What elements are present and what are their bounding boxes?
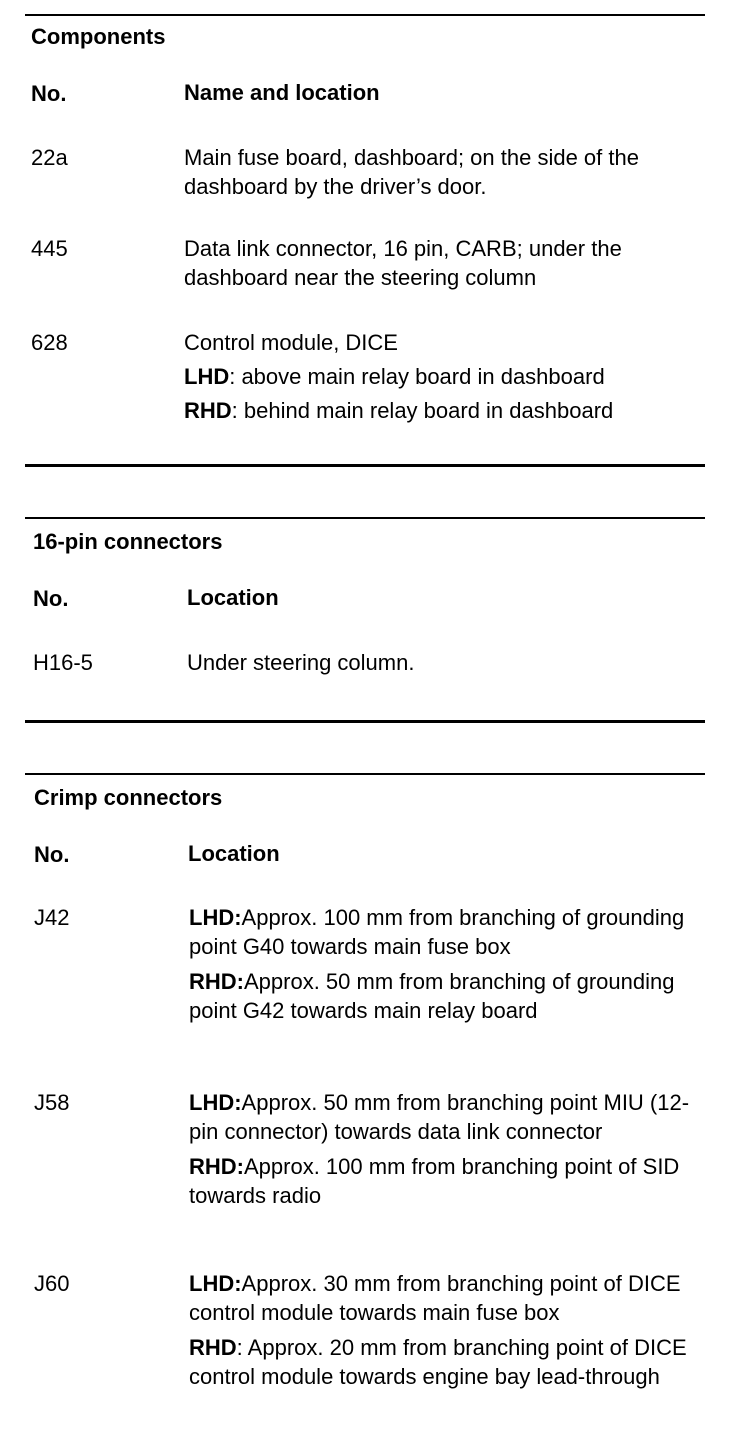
lhd-line bbox=[189, 1269, 709, 1327]
crimp-col-no: No. bbox=[34, 842, 70, 867]
row-text: Main fuse board, dashboard; on the side of the dashboard by the driver’s door. bbox=[184, 145, 639, 199]
rhd-label: RHD: bbox=[189, 969, 244, 994]
section-bottom-rule bbox=[25, 464, 705, 467]
lhd-text: Approx. 50 mm from branching point MIU (12-pin connector) towards data link connector bbox=[189, 1090, 690, 1144]
components-heading: Components bbox=[31, 24, 166, 49]
crimp-col-loc: Location bbox=[188, 841, 280, 866]
rhd-line bbox=[189, 1333, 709, 1391]
lhd-label: LHD: bbox=[189, 1271, 242, 1296]
row-entry bbox=[184, 328, 704, 425]
lhd-label: LHD: bbox=[189, 905, 242, 930]
row-no: 628 bbox=[31, 330, 68, 355]
row-no: 22a bbox=[31, 145, 68, 170]
lhd-text: : above main relay board in dashboard bbox=[229, 364, 605, 389]
lhd-line bbox=[184, 362, 704, 391]
row-entry bbox=[189, 1269, 709, 1391]
row-entry bbox=[189, 903, 709, 1025]
row-no: J60 bbox=[34, 1271, 70, 1296]
components-col-no: No. bbox=[31, 81, 67, 106]
row-text: Under steering column. bbox=[187, 650, 415, 675]
rhd-label: RHD bbox=[184, 398, 232, 423]
rhd-line bbox=[184, 396, 704, 425]
row-no: 445 bbox=[31, 236, 68, 261]
rhd-line bbox=[189, 1152, 709, 1210]
section-top-rule bbox=[25, 14, 705, 16]
rhd-text: : behind main relay board in dashboard bbox=[231, 398, 614, 423]
crimp-heading: Crimp connectors bbox=[34, 785, 223, 810]
pin16-col-loc: Location bbox=[187, 585, 279, 610]
lhd-label: LHD bbox=[184, 364, 230, 389]
row-no: J42 bbox=[34, 905, 70, 930]
rhd-label: RHD: bbox=[189, 1154, 244, 1179]
lhd-text: Approx. 30 mm from branching point of DICE control module towards main fuse box bbox=[189, 1271, 681, 1325]
row-no: H16-5 bbox=[33, 650, 93, 675]
row-text: Control module, DICE bbox=[184, 330, 398, 355]
rhd-label: RHD bbox=[189, 1335, 237, 1360]
section-bottom-rule bbox=[25, 720, 705, 723]
rhd-text: Approx. 100 mm from branching point of SID towards radio bbox=[189, 1154, 680, 1208]
pin16-col-no: No. bbox=[33, 586, 69, 611]
lhd-line bbox=[189, 1088, 709, 1146]
lhd-label: LHD: bbox=[189, 1090, 242, 1115]
pin16-heading: 16-pin connectors bbox=[33, 529, 223, 554]
components-col-name: Name and location bbox=[184, 80, 380, 105]
row-no: J58 bbox=[34, 1090, 70, 1115]
rhd-text: Approx. 50 mm from branching of grounding point G42 towards main relay board bbox=[189, 969, 675, 1023]
lhd-line bbox=[189, 903, 709, 961]
rhd-line bbox=[189, 967, 709, 1025]
row-text: Data link connector, 16 pin, CARB; under the dashboard near the steering column bbox=[184, 236, 622, 290]
rhd-text: : Approx. 20 mm from branching point of DICE control module towards engine bay lead-through bbox=[189, 1335, 687, 1389]
section-top-rule bbox=[25, 773, 705, 775]
lhd-text: Approx. 100 mm from branching of grounding point G40 towards main fuse box bbox=[189, 905, 685, 959]
row-entry bbox=[189, 1088, 709, 1210]
section-top-rule bbox=[25, 517, 705, 519]
